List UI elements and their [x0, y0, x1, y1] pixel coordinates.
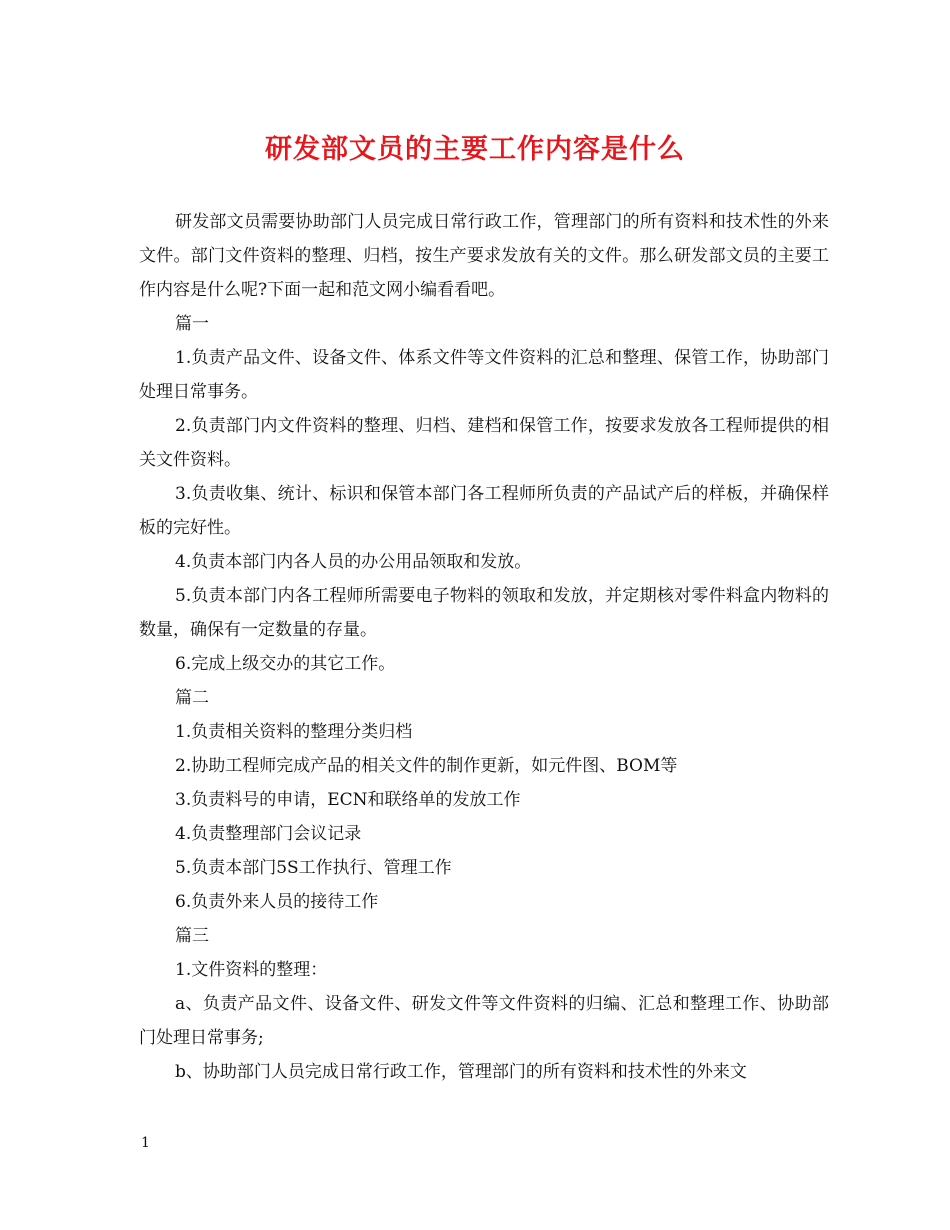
paragraph-item: 1.负责相关资料的整理分类归档 [175, 722, 413, 742]
paragraph-item: a、负责产品文件、设备文件、研发文件等文件资料的归编、汇总和整理工作、协助部门处理日常事务; [139, 994, 829, 1048]
paragraph-item: 5.负责本部门5S工作执行、管理工作 [175, 858, 452, 878]
paragraph-item: 3.负责收集、统计、标识和保管本部门各工程师所负责的产品试产后的样板，并确保样板的完好性。 [139, 484, 829, 538]
paragraph-item: 6.完成上级交办的其它工作。 [175, 654, 396, 674]
document-body [139, 205, 829, 1089]
page-number: 1 [141, 1135, 150, 1151]
document-title: 研发部文员的主要工作内容是什么 [265, 134, 685, 165]
paragraph-item: 2.协助工程师完成产品的相关文件的制作更新，如元件图、BOM等 [175, 756, 678, 776]
section-heading-part-one: 篇一 [175, 314, 209, 334]
intro-paragraph: 研发部文员需要协助部门人员完成日常行政工作，管理部门的所有资料和技术性的外来文件。部门文件资料的整理、归档，按生产要求发放有关的文件。那么研发部文员的主要工作内容是什么呢?下面一起和范文网小编看看吧。 [139, 212, 829, 300]
section-heading-part-three: 篇三 [175, 926, 209, 946]
paragraph-item: b、协助部门人员完成日常行政工作，管理部门的所有资料和技术性的外来文 [175, 1062, 747, 1082]
paragraph-item: 3.负责料号的申请，ECN和联络单的发放工作 [175, 790, 521, 810]
section-heading-part-two: 篇二 [175, 688, 209, 708]
paragraph-item: 4.负责整理部门会议记录 [175, 824, 362, 844]
paragraph-item: 5.负责本部门内各工程师所需要电子物料的领取和发放，并定期核对零件料盒内物料的数量，确保有一定数量的存量。 [139, 586, 829, 640]
paragraph-item: 6.负责外来人员的接待工作 [175, 892, 379, 912]
paragraph-item: 1.文件资料的整理： [175, 960, 328, 980]
paragraph-item: 4.负责本部门内各人员的办公用品领取和发放。 [175, 552, 532, 572]
paragraph-item: 1.负责产品文件、设备文件、体系文件等文件资料的汇总和整理、保管工作，协助部门处理日常事务。 [139, 348, 829, 402]
paragraph-item: 2.负责部门内文件资料的整理、归档、建档和保管工作，按要求发放各工程师提供的相关文件资料。 [139, 416, 829, 470]
